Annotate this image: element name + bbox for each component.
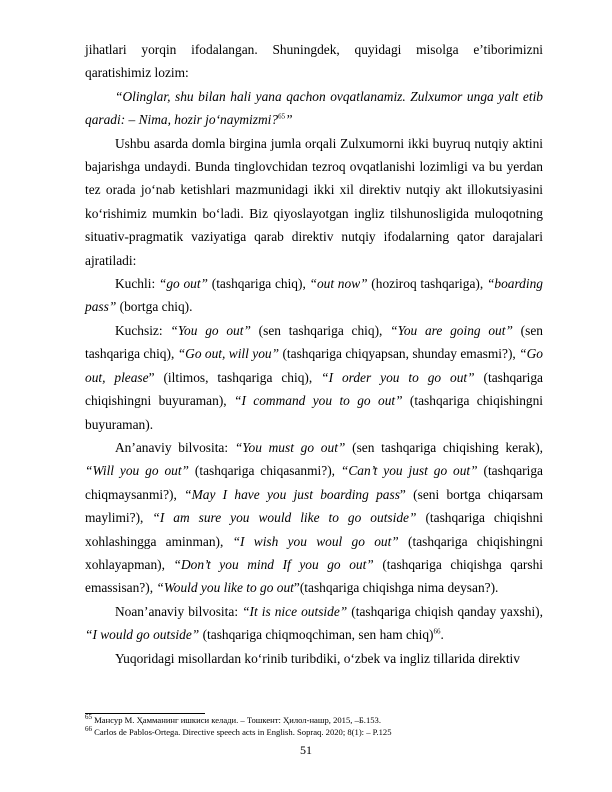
translation: ” (seni bortga chiqarsam maylimi?), <box>85 486 543 526</box>
example: “You are going out” <box>390 322 513 338</box>
paragraph-conclusion: Yuqoridagi misollardan ko‘rinib turibdiki, o‘zbek va ingliz tillarida direktiv <box>115 650 520 666</box>
translation: (tashqariga chiqish qanday yaxshi), <box>347 603 543 619</box>
example: “Can’t you just go out” <box>340 463 478 479</box>
paragraph-conventional-indirect <box>85 436 543 600</box>
paragraph-nonconventional-indirect <box>85 600 543 647</box>
translation: (tashqariga chiqishingni buyuraman). <box>85 393 544 432</box>
document-body <box>85 38 543 670</box>
example: “Go out, will you” <box>177 346 280 362</box>
footnote-text: Мансур М. Ҳамманинг ишкиси келади. – Тошкент: Ҳилол-нашр, 2015, –Б.153. <box>92 715 381 725</box>
period: . <box>440 627 444 643</box>
example: “May I have you just boarding pass <box>184 486 400 502</box>
example: “Go out, please <box>85 346 543 385</box>
translation: (sen tashqariga chiqishing kerak), <box>345 439 543 455</box>
example: “I would go outside” <box>85 627 200 643</box>
translation: (tashqariga chiqishga qarshi emassisan?), <box>85 556 543 596</box>
example: “It is nice outside” <box>242 603 348 619</box>
quote-text: “Olinglar, shu bilan hali yana qachon ovqatlanamiz. Zulxumor unga yalt etib qaradi: – Nima, hozir jo‘naymizmi? <box>85 88 543 128</box>
example: “I am sure you would like to go outside” <box>152 510 417 526</box>
translation: (tashqariga chiqyapsan, shunday emasmi?), <box>279 346 520 362</box>
example: “Will you go out” <box>85 463 189 479</box>
example: “I order you to go out” <box>321 369 475 385</box>
example: “I command you to go out” <box>234 393 403 409</box>
label-conventional: An’anaviy bilvosita: <box>115 439 235 455</box>
translation: (hoziroq tashqariga), <box>367 276 487 292</box>
page-number: 51 <box>300 743 312 757</box>
footnote-65 <box>85 715 545 726</box>
footnote-number: 65 <box>85 713 92 722</box>
translation: ” (iltimos, tashqariga chiq), <box>148 369 322 385</box>
translation: (tashqariga chiqishingni buyuraman), <box>85 369 544 409</box>
translation: (sen tashqariga chiq), <box>250 322 391 338</box>
example: “Don’t you mind If you go out” <box>173 556 374 572</box>
footnote-ref-65: 65 <box>278 112 286 121</box>
example: “You go out” <box>170 322 251 338</box>
label-strong: Kuchli: <box>115 276 159 292</box>
footnote-separator <box>85 713 205 714</box>
example: “go out” <box>158 276 209 292</box>
translation: (bortga chiq). <box>116 299 193 315</box>
footnote-66 <box>85 727 545 738</box>
paragraph-quote <box>85 85 543 132</box>
quote-close: ” <box>285 112 293 128</box>
translation: (tashqariga chiq), <box>208 276 310 292</box>
paragraph-strong <box>85 272 543 319</box>
translation: (tashqariga chiqishni xohlashingga aminman), <box>85 510 544 549</box>
paragraph-analysis: Ushbu asarda domla birgina jumla orqali Zulxumorni ikki buyruq nutqiy aktini bajarishga undaydi. Bunda tinglovchidan tezroq ovqatlanishi lozimligi va bu yerdan tez orada jo‘nab ketishlari mazmunidagi ikki xil direktiv nutqiy akt illokutsiyasini ko‘rishimiz mumkin bo‘ladi. Biz qiyoslayotgan ingliz tilshunosligida muloqotning situativ-pragmatik vaziyatiga qarab direktiv nutqiy ifodalarning qator darajalari ajratiladi: <box>85 135 543 268</box>
paragraph-intro: jihatlari yorqin ifodalangan. Shuningdek, quyidagi misolga e’tiborimizni qaratishimiz lozim: <box>85 42 543 81</box>
footnote-text: Carlos de Pablos-Ortega. Directive speech acts in English. Sopraq. 2020; 8(1): – P.125 <box>92 727 392 737</box>
translation: (tashqariga chiqmoqchiman, sen ham chiq) <box>199 627 434 643</box>
example: “out now” <box>309 276 368 292</box>
example: “I wish you woul go out” <box>232 533 399 549</box>
paragraph-weak <box>85 319 543 436</box>
example: “Would you like to go out <box>156 580 294 596</box>
example: “boarding pass” <box>85 276 543 315</box>
footnote-number: 66 <box>85 725 92 734</box>
translation: (tashqariga chiqmaysanmi?), <box>85 463 543 502</box>
translation: (tashqariga chiqasanmi?), <box>189 463 341 479</box>
example: “You must go out” <box>234 439 346 455</box>
translation: (tashqariga chiqishingni xohlayapman), <box>85 533 543 572</box>
footnote-ref-66: 66 <box>433 627 441 636</box>
label-nonconventional: Noan’anaviy bilvosita: <box>115 603 243 619</box>
translation: ”(tashqariga chiqishga nima deysan?). <box>293 580 499 596</box>
translation: (sen tashqariga chiq), <box>85 322 543 362</box>
label-weak: Kuchsiz: <box>115 322 171 338</box>
